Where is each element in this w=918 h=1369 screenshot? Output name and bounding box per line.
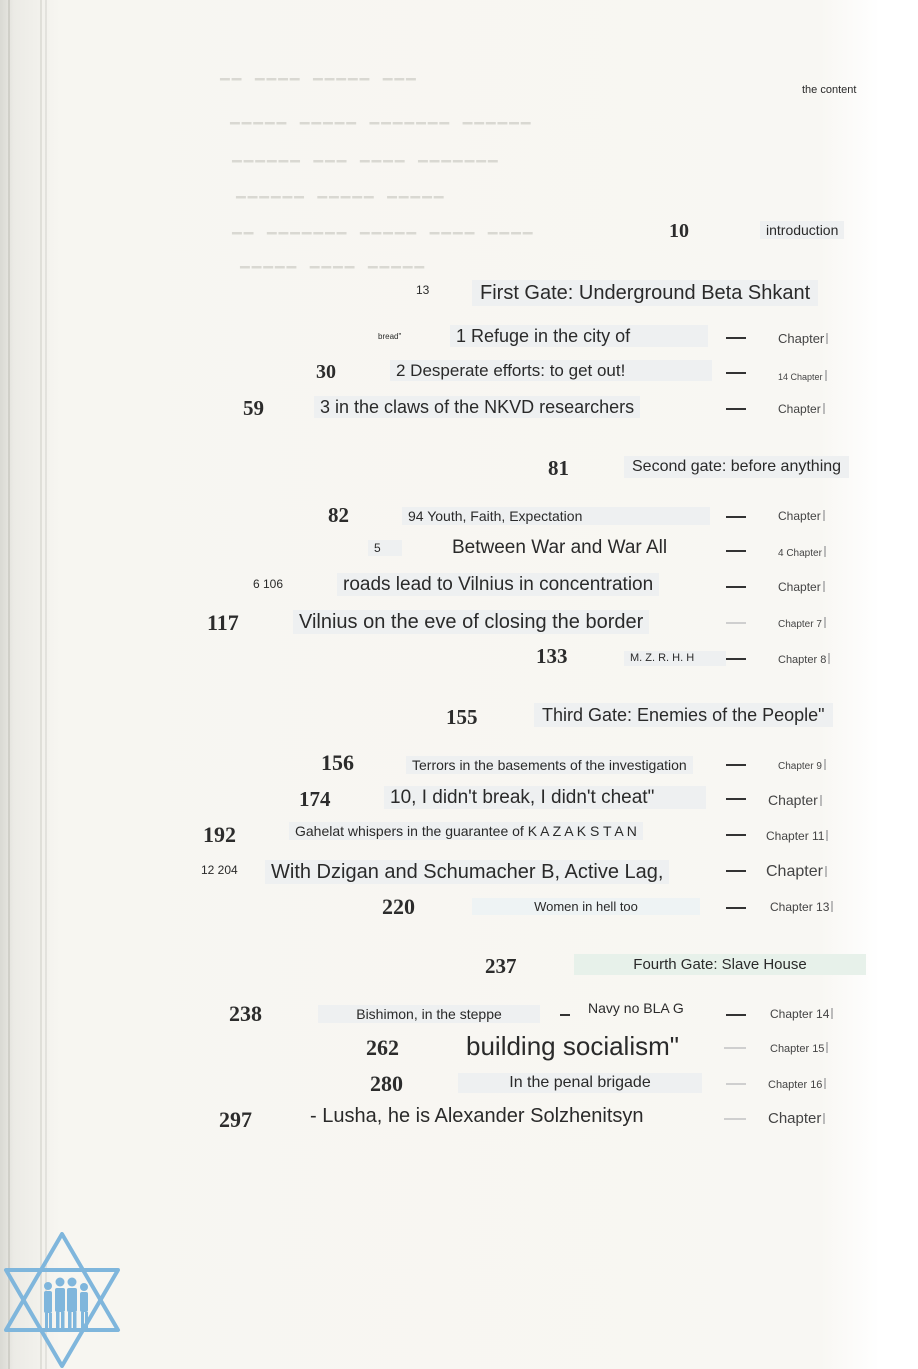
- leader-dash: [724, 1047, 746, 1049]
- bleed-through: ▔▔ ▔▔▔▔▔▔▔ ▔▔▔▔▔ ▔▔▔▔ ▔▔▔▔: [232, 234, 535, 252]
- toc-page-number: 59: [243, 396, 264, 420]
- leader-dash: [724, 1118, 746, 1120]
- leader-dash: [726, 834, 746, 836]
- intro-title: introduction: [760, 221, 844, 239]
- leader-dash: [726, 550, 746, 552]
- toc-entry-title: Bishimon, in the steppe: [318, 1005, 540, 1023]
- toc-entry-title: M. Z. R. H. H: [624, 651, 726, 666]
- leader-dash: [726, 907, 746, 909]
- toc-page-number: 133: [536, 644, 568, 668]
- toc-page-number: 262: [366, 1035, 399, 1060]
- binding-edge: [45, 0, 47, 1369]
- leader-dash: [726, 586, 746, 588]
- gate1-page-number: 13: [416, 283, 430, 297]
- toc-page-number: 297: [219, 1107, 252, 1132]
- toc-page-number: 30: [316, 361, 336, 383]
- intro-page-number: 10: [669, 220, 689, 242]
- toc-page-number: 174: [299, 787, 331, 811]
- chapter-label: Chapter: [768, 793, 822, 807]
- toc-entry-title: roads lead to Vilnius in concentration: [337, 573, 659, 596]
- toc-entry-title: Vilnius on the eve of closing the border: [293, 610, 649, 634]
- chapter-label: 14 Chapter: [778, 370, 827, 382]
- leader-dash: [726, 870, 746, 872]
- leader-dash: [726, 408, 746, 410]
- star-of-david-family-icon: [2, 1232, 122, 1368]
- leader-dash: [726, 337, 746, 339]
- toc-entry-title: building socialism": [466, 1031, 679, 1061]
- gate3-page-number: 155: [446, 705, 478, 729]
- gate2-title: Second gate: before anything: [624, 456, 849, 478]
- leader-dash: [726, 764, 746, 766]
- chapter-label: Chapter: [778, 403, 825, 415]
- chapter-label: Chapter 14: [770, 1008, 833, 1020]
- leader-dash: [560, 1014, 570, 1016]
- toc-entry-title: In the penal brigade: [458, 1073, 702, 1093]
- gate1-title: First Gate: Underground Beta Shkant: [472, 280, 818, 306]
- toc-page-number: 220: [382, 894, 415, 919]
- chapter-label: Chapter: [778, 510, 825, 522]
- chapter-label: Chapter 15: [770, 1042, 828, 1055]
- chapter-label: Chapter 7: [778, 617, 826, 630]
- gate4-page-number: 237: [485, 954, 517, 978]
- binding-edge: [8, 0, 10, 1369]
- toc-entry-title: 2 Desperate efforts: to get out!: [390, 360, 712, 381]
- toc-entry-title: With Dzigan and Schumacher B, Active Lag,: [265, 860, 669, 884]
- binding-edge: [40, 0, 42, 1369]
- toc-page-number: 5: [368, 540, 402, 556]
- toc-entry-title: - Lusha, he is Alexander Solzhenitsyn: [310, 1105, 644, 1127]
- gate4-title: Fourth Gate: Slave House: [574, 954, 866, 975]
- toc-page-number: 238: [229, 1001, 262, 1026]
- chapter-label: Chapter 8: [778, 653, 830, 666]
- toc-page-number: 6 106: [253, 577, 284, 591]
- leader-dash: [726, 1083, 746, 1085]
- toc-entry-title: Between War and War All: [452, 537, 668, 558]
- toc-page-number: 280: [370, 1071, 403, 1096]
- toc-page-number: 117: [207, 610, 239, 635]
- leader-dash: [726, 622, 746, 624]
- chapter-label: Chapter 13: [770, 901, 833, 913]
- toc-page-number: 192: [203, 822, 236, 847]
- bleed-through: ▔▔▔▔▔▔ ▔▔▔ ▔▔▔▔ ▔▔▔▔▔▔▔: [232, 162, 500, 180]
- toc-entry-title: 94 Youth, Faith, Expectation: [402, 507, 710, 525]
- bleed-through: ▔▔▔▔▔▔ ▔▔▔▔▔ ▔▔▔▔▔: [236, 198, 446, 216]
- toc-page-number: 12 204: [201, 863, 238, 877]
- leader-dash: [726, 658, 746, 660]
- toc-page-number: 156: [321, 750, 354, 775]
- leader-dash: [726, 372, 746, 374]
- toc-page-number: bread": [378, 332, 402, 341]
- chapter-label: Chapter 11: [766, 830, 828, 842]
- toc-entry-title: Terrors in the basements of the investigation: [406, 756, 693, 774]
- chapter-label: Chapter: [778, 581, 825, 593]
- page-header: the content: [802, 84, 857, 96]
- bleed-through: ▔▔▔▔▔ ▔▔▔▔ ▔▔▔▔▔: [240, 268, 427, 286]
- toc-page-number: 82: [328, 503, 349, 527]
- toc-entry-title: Gahelat whispers in the guarantee of K A Z A K S T A N: [289, 822, 643, 840]
- bleed-through: ▔▔ ▔▔▔▔ ▔▔▔▔▔ ▔▔▔: [220, 80, 418, 98]
- chapter-label: 4 Chapter: [778, 546, 826, 559]
- gate2-page-number: 81: [548, 456, 569, 480]
- chapter-label: Chapter 16: [768, 1078, 826, 1091]
- toc-entry-title: 10, I didn't break, I didn't cheat": [384, 786, 706, 809]
- chapter-label: Chapter 9: [778, 759, 826, 772]
- leader-dash: [726, 798, 746, 800]
- toc-entry-title: Women in hell too: [472, 898, 700, 915]
- leader-dash: [726, 1014, 746, 1016]
- chapter-label: Chapter: [766, 864, 827, 880]
- chapter-label: Chapter: [768, 1111, 825, 1126]
- toc-entry-title: 3 in the claws of the NKVD researchers: [314, 396, 640, 418]
- toc-entry-extra: Navy no BLA G: [588, 1000, 684, 1016]
- gate3-title: Third Gate: Enemies of the People": [534, 703, 833, 727]
- bleed-through: ▔▔▔▔▔ ▔▔▔▔▔ ▔▔▔▔▔▔▔ ▔▔▔▔▔▔: [230, 124, 533, 142]
- toc-entry-title: 1 Refuge in the city of: [450, 325, 708, 347]
- chapter-label: Chapter: [778, 332, 828, 345]
- leader-dash: [726, 516, 746, 518]
